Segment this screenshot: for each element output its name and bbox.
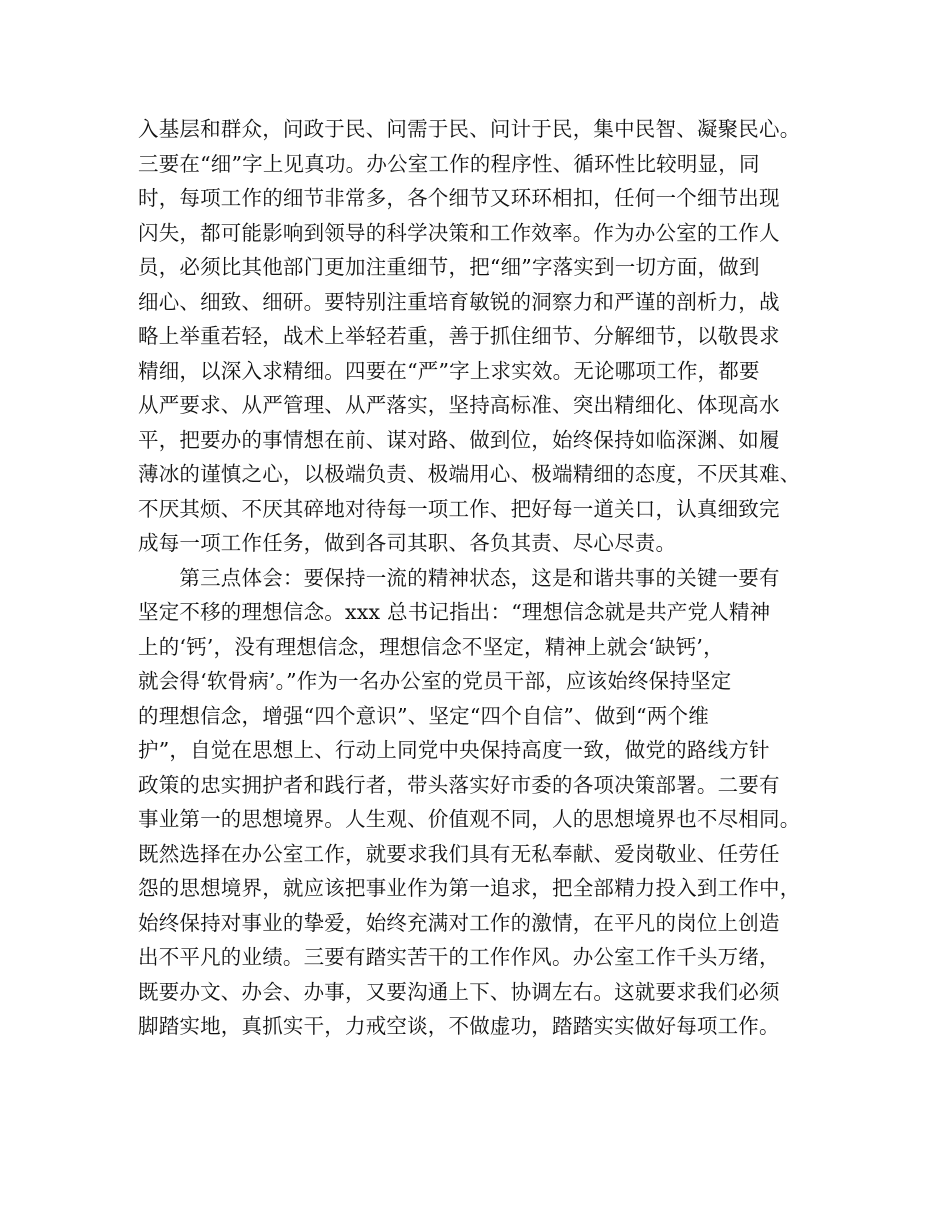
text-line: 始终保持对事业的挚爱，始终充满对工作的激情，在平凡的岗位上创造 xyxy=(138,910,780,935)
text-line: 既然选择在办公室工作，就要求我们具有无私奉献、爱岗敬业、任劳任 xyxy=(138,841,780,866)
text-line: 三要在“细”字上见真功。办公室工作的程序性、循环性比较明显，同 xyxy=(138,151,760,176)
text-line: 坚定不移的理想信念。xxx 总书记指出：“理想信念就是共产党人精神 xyxy=(138,600,771,624)
text-line: 时，每项工作的细节非常多，各个细节又环环相扣，任何一个细节出现 xyxy=(138,186,780,210)
text-line: 员，必须比其他部门更加注重细节，把“细”字落实到一切方面，做到 xyxy=(138,255,760,279)
text-line: 出不平凡的业绩。三要有踏实苦干的工作作风。办公室工作千头万绪， xyxy=(138,945,780,969)
text-line: 略上举重若轻，战术上举轻若重，善于抓住细节、分解细节，以敬畏求 xyxy=(138,324,780,348)
text-line: 不厌其烦、不厌其碎地对待每一项工作、把好每一道关口，认真细致完 xyxy=(138,496,780,521)
text-line: 事业第一的思想境界。人生观、价值观不同，人的思想境界也不尽相同。 xyxy=(138,807,801,831)
text-line: 怨的思想境界，就应该把事业作为第一追求，把全部精力投入到工作中， xyxy=(138,876,801,900)
text-line: 入基层和群众，问政于民、问需于民、问计于民，集中民智、凝聚民心。 xyxy=(138,117,801,141)
text-line: 上的‘钙’，没有理想信念，理想信念不坚定，精神上就会‘缺钙’， xyxy=(138,634,724,659)
text-line: 第三点体会：要保持一流的精神状态，这是和谐共事的关键一要有 xyxy=(138,565,780,590)
text-line: 闪失，都可能影响到领导的科学决策和工作效率。作为办公室的工作人 xyxy=(138,220,780,245)
text-line: 薄冰的谨慎之心，以极端负责、极端用心、极端精细的态度，不厌其难、 xyxy=(138,462,801,486)
text-line: 护”，自觉在思想上、行动上同党中央保持高度一致，做党的路线方针 xyxy=(138,738,770,762)
text-line: 细心、细致、细研。要特别注重培育敏锐的洞察力和严谨的剖析力，战 xyxy=(138,289,780,314)
text-line: 从严要求、从严管理、从严落实，坚持高标准、突出精细化、体现高水 xyxy=(138,393,780,417)
text-line: 的理想信念，增强“四个意识”、坚定“四个自信”、做到“两个维 xyxy=(138,703,709,728)
text-line: 脚踏实地，真抓实干，力戒空谈，不做虚功，踏踏实实做好每项工作。 xyxy=(138,1014,780,1038)
text-line: 就会得‘软骨病’。”作为一名办公室的党员干部，应该始终保持坚定 xyxy=(138,669,732,693)
text-line: 既要办文、办会、办事，又要沟通上下、协调左右。这就要求我们必须 xyxy=(138,979,780,1004)
text-line: 平，把要办的事情想在前、谋对路、做到位，始终保持如临深渊、如履 xyxy=(138,427,780,452)
body-text xyxy=(138,112,838,1044)
text-line: 政策的忠实拥护者和践行者，带头落实好市委的各项决策部署。二要有 xyxy=(138,772,780,797)
text-line: 精细，以深入求精细。四要在“严”字上求实效。无论哪项工作，都要 xyxy=(138,358,760,383)
text-line: 成每一项工作任务，做到各司其职、各负其责、尽心尽责。 xyxy=(138,531,677,555)
